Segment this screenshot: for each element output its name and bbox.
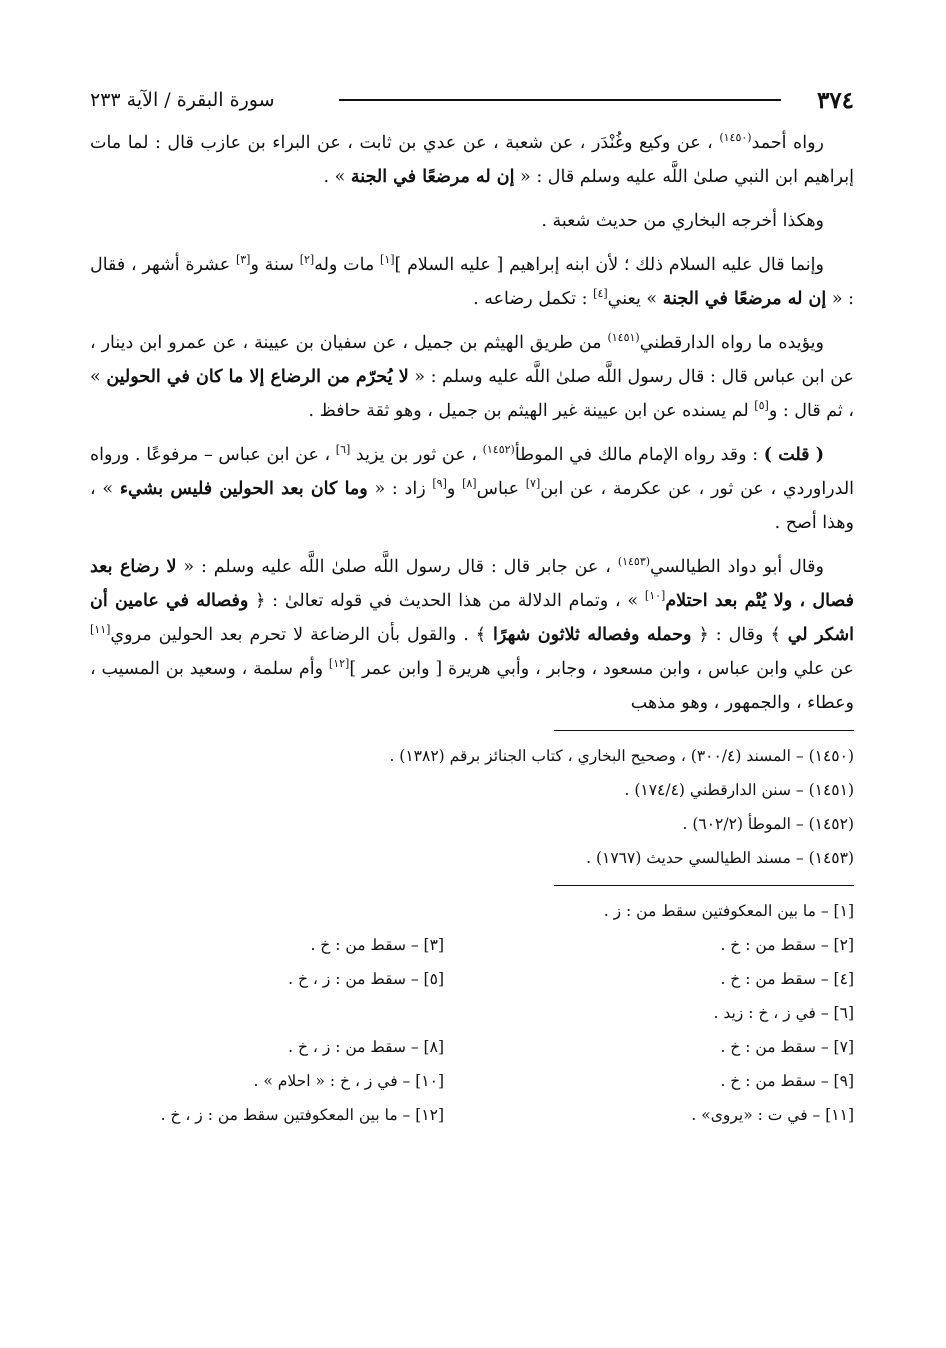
reference-marker: [٨] (462, 477, 477, 491)
reference-marker: [٣] (235, 253, 251, 267)
text-run: ﴾ وقال : ﴿ (691, 625, 788, 645)
text-run: » ، وهذا أصح . (90, 479, 854, 533)
text-run: ﴾ . والقول بأن الرضاعة لا تحرم بعد الحولين مروي (110, 625, 494, 645)
text-run: ، عن ثور بن يزيد (350, 445, 483, 465)
reference-marker: (١٤٥٠) (719, 131, 752, 145)
emphasized-text: وحمله وفصاله ثلاثون شهرًا (493, 625, 692, 645)
emphasized-text: إن له مرضعًا في الجنة (350, 167, 515, 187)
text-run: » ، ثم قال : و (90, 367, 854, 421)
variant-note: [٢] – سقط من : خ . (720, 936, 854, 954)
text-run: من طريق الهيثم بن جميل ، عن سفيان بن عيينة ، عن عمرو ابن دينار ، عن ابن عباس قال : قال رسول اللَّه صلىٰ اللَّه عليه وسلم : « (90, 333, 854, 387)
variant-note: [٣] – سقط من : خ . (310, 936, 444, 954)
paragraph (90, 550, 854, 720)
reference-marker: [٧] (525, 477, 541, 491)
page-header (90, 82, 854, 118)
emphasized-text: ( قلت ) (763, 445, 824, 465)
text-run: لم يسنده عن ابن عيينة غير الهيثم بن جميل ، وهو ثقة حافظ . (308, 401, 755, 421)
paragraph (90, 248, 854, 316)
reference-marker: [١٠] (644, 589, 666, 603)
reference-marker: [٩] (432, 477, 447, 491)
reference-marker: [٥] (754, 399, 769, 413)
reference-marker: (١٤٥٢) (482, 443, 515, 457)
variant-note: [١٢] – ما بين المعكوفتين سقط من : ز ، خ . (160, 1106, 444, 1124)
reference-marker: [٦] (335, 443, 351, 457)
text-run: سنة و (250, 255, 300, 275)
header-rule (339, 99, 781, 101)
surah-reference: سورة البقرة / الآية ٢٣٣ (90, 89, 275, 111)
text-run: » ، وتمام الدلالة من هذا الحديث في قوله تعالىٰ : ﴿ (248, 591, 645, 611)
paragraph (90, 438, 854, 540)
reference-marker: [١٢] (328, 657, 350, 671)
book-page (90, 82, 854, 1348)
variant-note (90, 996, 444, 1030)
text-run: » يعني (607, 289, 663, 309)
text-run: زاد : « (367, 479, 433, 499)
variant-note: [٥] – سقط من : ز ، خ . (288, 970, 444, 988)
text-run: : تكمل رضاعه . (473, 289, 594, 309)
text-run: ، عن وكيع وغُنْدَر ، عن شعبة ، عن عدي بن ثابت ، عن البراء بن عازب قال : لما مات إبراهيم ابن النبي صلىٰ اللَّه عليه وسلم قال : « (90, 133, 854, 187)
emphasized-text: لا يُحرّم من الرضاع إلا ما كان في الحولين (106, 367, 409, 387)
manuscript-variants (90, 894, 854, 1132)
variant-note (90, 894, 444, 928)
variant-note: [١٠] – في ز ، خ : « احلام » . (253, 1072, 444, 1090)
text-run: ، عن جابر قال : قال رسول اللَّه صلىٰ اللَّه عليه وسلم : « (176, 557, 618, 577)
main-text (90, 126, 854, 720)
footnote: (١٤٥٢) – الموطأ (٦٠٢/٢) . (682, 815, 854, 833)
variant-note: [٤] – سقط من : خ . (720, 970, 854, 988)
text-run: وقال أبو دواد الطيالسي (650, 557, 825, 577)
variant-note: [٧] – سقط من : خ . (720, 1038, 854, 1056)
footnote-separator (554, 730, 854, 731)
paragraph (90, 126, 854, 194)
text-run: عباس (476, 479, 526, 499)
text-run: وهكذا أخرجه البخاري من حديث شعبة . (541, 211, 824, 231)
reference-marker: [١] (380, 253, 395, 267)
emphasized-text: إن له مرضعًا في الجنة (662, 289, 827, 309)
text-run: ، عن ابن عباس – مرفوعًا . ورواه الدراوردي ، عن ثور ، عن عكرمة ، عن ابن (90, 445, 855, 499)
text-run: وأم سلمة ، وسعيد بن المسيب ، وعطاء ، والجمهور ، وهو مذهب (90, 659, 854, 713)
paragraph (90, 204, 854, 238)
page-number: ٣٧٤ (816, 86, 854, 114)
text-run: عشرة أشهر ، فقال : « (90, 255, 854, 309)
footnote: (١٤٥٠) – المسند (٣٠٠/٤) ، وصحيح البخاري ، كتاب الجنائز برقم (١٣٨٢) . (389, 747, 854, 765)
text-run: : وقد رواه الإمام مالك في الموطأ (514, 445, 764, 465)
emphasized-text: وما كان بعد الحولين فليس بشيء (119, 479, 368, 499)
text-run: » . (323, 167, 351, 187)
variant-note: [١١] – في ت : «يروى» . (691, 1106, 854, 1124)
footnote: (١٤٥٣) – مسند الطيالسي حديث (١٧٦٧) . (586, 849, 854, 867)
text-run: و (446, 479, 463, 499)
variant-note: [١] – ما بين المعكوفتين سقط من : ز . (603, 902, 854, 920)
reference-marker: [٤] (593, 287, 608, 301)
variant-note: [٦] – في ز ، خ : زيد . (713, 1004, 854, 1022)
emphasized-text: لا رضاع بعد فصال ، ولا يُتْم بعد احتلام (90, 557, 855, 611)
variants-separator (554, 885, 854, 886)
text-run: وإنما قال عليه السلام ذلك ؛ لأن ابنه إبراهيم [ عليه السلام ] (394, 255, 824, 275)
text-run: مات وله (314, 255, 381, 275)
emphasized-text: وفصاله في عامين أن اشكر لي (90, 591, 854, 645)
footnote: (١٤٥١) – سنن الدارقطني (١٧٤/٤) . (624, 781, 854, 799)
footnotes-section (90, 739, 854, 875)
reference-marker: [١١] (90, 623, 111, 637)
paragraph (90, 326, 854, 428)
variant-note: [٨] – سقط من : ز ، خ . (288, 1038, 444, 1056)
reference-marker: (١٤٥٣) (617, 555, 651, 569)
text-run: رواه أحمد (751, 133, 824, 153)
variant-note: [٩] – سقط من : خ . (720, 1072, 854, 1090)
reference-marker: (١٤٥١) (607, 331, 640, 345)
text-run: ويؤيده ما رواه الدارقطني (639, 333, 824, 353)
text-run: عن علي وابن عباس ، وابن مسعود ، وجابر ، وأبي هريرة [ وابن عمر ] (349, 659, 854, 679)
reference-marker: [٢] (299, 253, 315, 267)
